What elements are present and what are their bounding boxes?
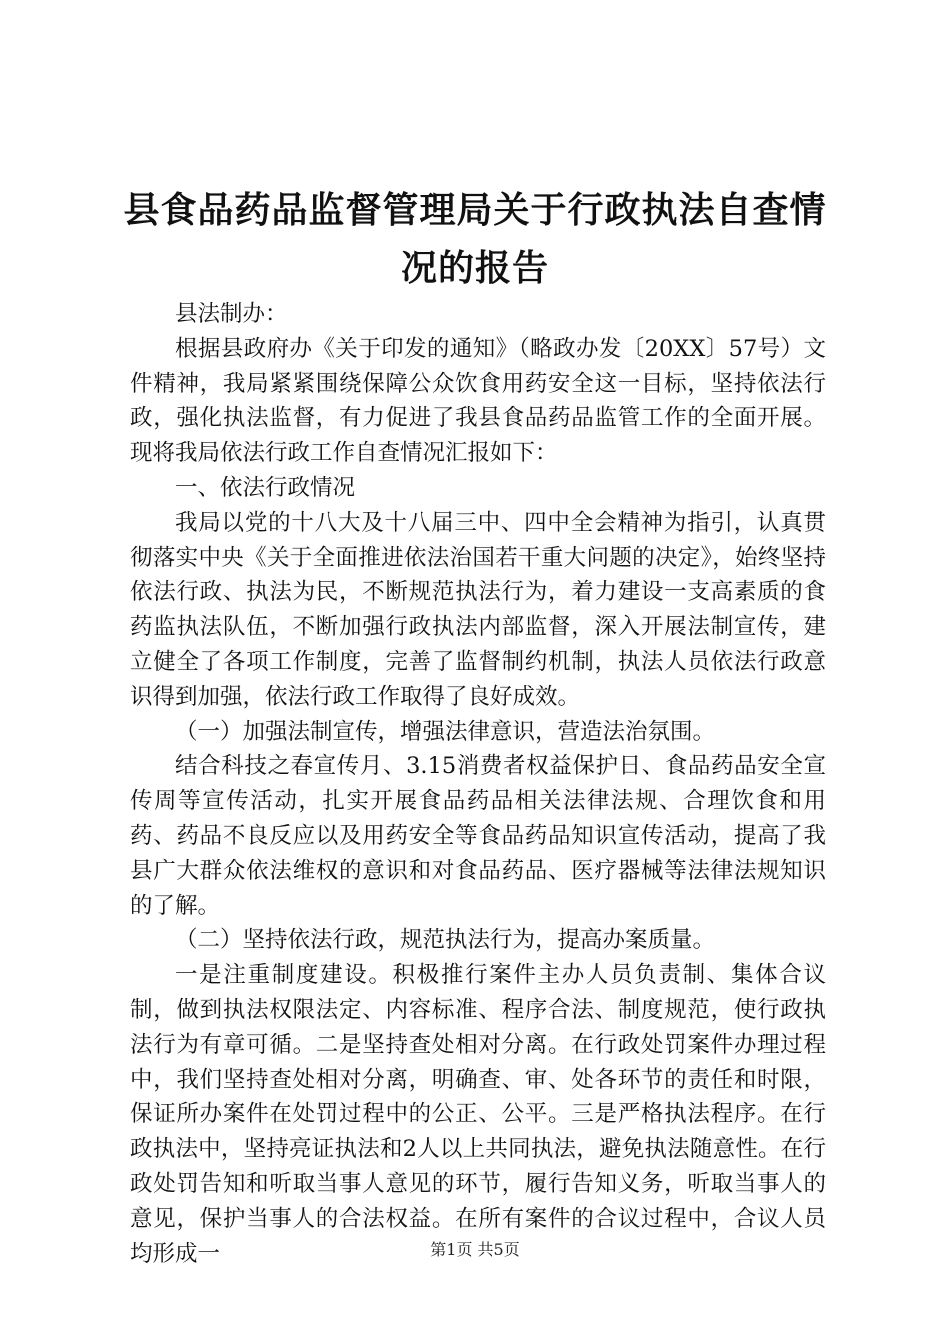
document-body — [130, 297, 826, 1271]
paragraph-subsection-1: 结合科技之春宣传月、3.15消费者权益保护日、食品药品安全宣传周等宣传活动，扎实开展食品药品相关法律法规、合理饮食和用药、药品不良反应以及用药安全等食品药品知识宣传活动，提高了我县广大群众依法维权的意识和对食品药品、医疗器械等法律法规知识的了解。 — [130, 753, 826, 919]
subsection-heading-2: （二）坚持依法行政，规范执法行为，提高办案质量。 — [175, 927, 716, 954]
salutation: 县法制办： — [175, 301, 288, 327]
page-footer: 第1页 共5页 — [430, 1240, 520, 1259]
paragraph-subsection-2: 一是注重制度建设。积极推行案件主办人员负责制、集体合议制，做到执法权限法定、内容标准、程序合法、制度规范，使行政执法行为有章可循。二是坚持查处相对分离。在行政处罚案件办理过程中，我们坚持查处相对分离，明确查、审、处各环节的责任和时限，保证所办案件在处罚过程中的公正、公平。三是严格执法程序。在行政执法中，坚持亮证执法和2人以上共同执法，避免执法随意性。在行政处罚告知和听取当事人意见的环节，履行告知义务，听取当事人的意见，保护当事人的合法权益。在所有案件的合议过程中，合议人员均形成一 — [130, 962, 826, 1267]
subsection-heading-1: （一）加强法制宣传，增强法律意识，营造法治氛围。 — [175, 718, 716, 745]
document-title: 县食品药品监督管理局关于行政执法自查情况的报告 — [123, 190, 827, 289]
paragraph-intro: 根据县政府办《关于印发的通知》（略政办发〔20XX〕57号）文件精神，我局紧紧围绕保障公众饮食用药安全这一目标，坚持依法行政，强化执法监督，有力促进了我县食品药品监管工作的全面开展。现将我局依法行政工作自查情况汇报如下： — [130, 335, 826, 467]
paragraph-section-1: 我局以党的十八大及十八届三中、四中全会精神为指引，认真贯彻落实中央《关于全面推进依法治国若干重大问题的决定》，始终坚持依法行政、执法为民，不断规范执法行为，着力建设一支高素质的食药监执法队伍，不断加强行政执法内部监督，深入开展法制宣传，建立健全了各项工作制度，完善了监督制约机制，执法人员依法行政意识得到加强，依法行政工作取得了良好成效。 — [130, 509, 826, 710]
section-heading-1: 一、依法行政情况 — [175, 474, 356, 501]
